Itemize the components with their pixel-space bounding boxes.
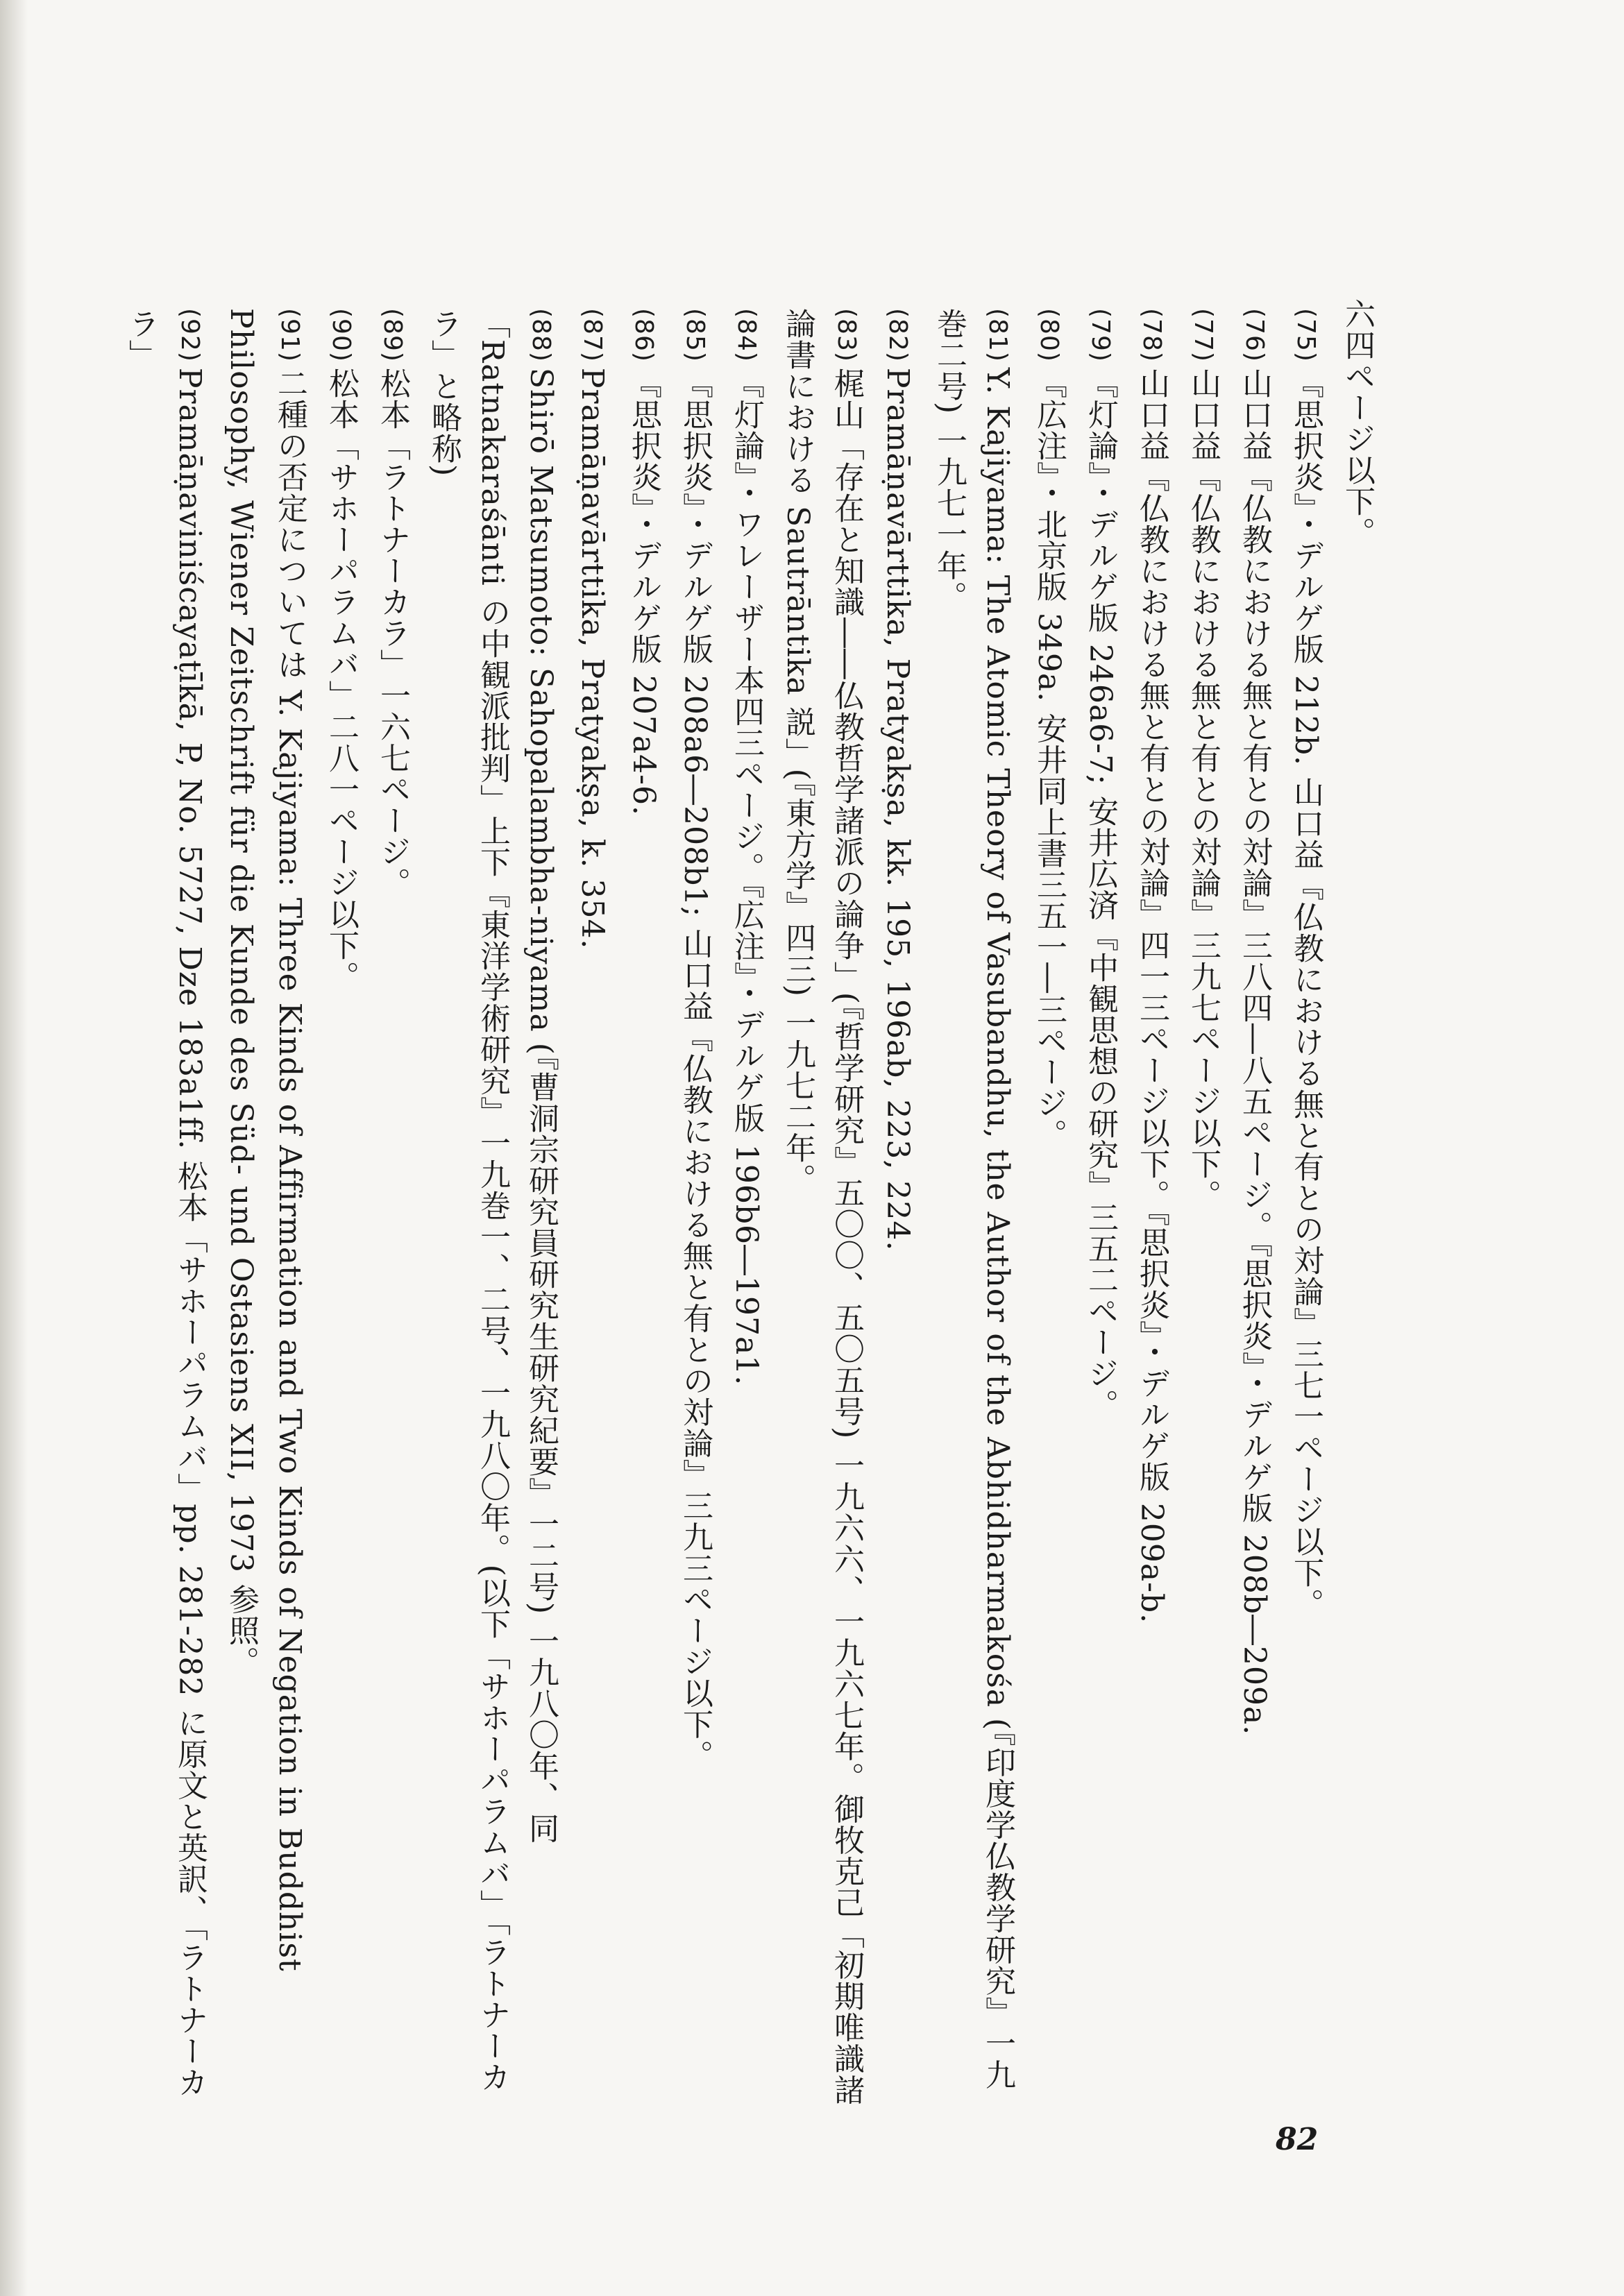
- endnote-number: (80): [1035, 308, 1063, 362]
- endnote-number: (90): [327, 308, 355, 362]
- endnote: [117, 298, 214, 2116]
- endnote: [217, 298, 314, 2116]
- endnote-text: 二種の否定については Y. Kajiyama: Three Kinds of Affirmation and Two Kinds of Negation in Buddhist Philosophy, Wiener Zeitschrift für die Kunde des Süd- und Ostasiens XII, 1973 参照。: [223, 308, 307, 1972]
- endnote-text: 梶山「存在と知識――仏教哲学諸派の論争」(『哲学研究』五〇〇、五〇五号) 一九六六、一九六七年。御牧克己「初期唯識諸論書における Sautrāntika 説」(『東方学』四三) 一九七二年。: [780, 308, 864, 2106]
- page-edge-shadow: [0, 0, 28, 2296]
- endnote-text: Pramāṇavārttika, Pratyakṣa, k. 354.: [575, 367, 610, 950]
- endnote-text: Pramāṇaviniścayaṭīkā, P, No. 5727, Dze 183a1ff. 松本「サホーパラムバ」pp. 281-282 に原文と英訳、「ラトナーカラ」: [124, 308, 208, 2098]
- endnote-number: (89): [378, 308, 407, 362]
- endnote-number: (91): [276, 308, 304, 362]
- endnote-text: 六四ページ以下。: [1339, 298, 1375, 548]
- endnote: [1076, 298, 1124, 2116]
- endnote: [924, 298, 1022, 2116]
- endnote-number: (83): [832, 308, 861, 362]
- endnote-number: (77): [1189, 308, 1217, 362]
- endnote: [873, 298, 922, 2116]
- endnote: [1230, 298, 1278, 2116]
- endnote-number: (81): [983, 308, 1012, 362]
- endnote: [419, 298, 565, 2116]
- endnote: [773, 298, 870, 2116]
- endnotes-column: [124, 298, 1381, 2116]
- page-number: 82: [1276, 2122, 1319, 2157]
- endnote-number: (79): [1086, 308, 1115, 362]
- endnote-text: Pramāṇavārttika, Pratyakṣa, kk. 195, 196ab, 223, 224.: [880, 367, 915, 1252]
- endnote-number: (87): [578, 308, 607, 362]
- endnote-number: (88): [527, 308, 555, 362]
- endnote: [619, 298, 668, 2116]
- endnote: [670, 298, 719, 2116]
- endnote-text: 『灯論』・ワレーザー本四三ページ。『広注』・デルゲ版 196b6―197a1.: [729, 367, 764, 1386]
- endnote-number: (75): [1292, 308, 1320, 362]
- endnote-text: Y. Kajiyama: The Atomic Theory of Vasubandhu, the Author of the Abhidharmakośa (『印度学仏教学研究』一九巻二号) 一九七一年。: [931, 308, 1015, 2091]
- endnote-number: (76): [1240, 308, 1269, 362]
- endnote-number: (86): [629, 308, 658, 362]
- endnote-text: 『広注』・北京版 349a. 安井同上書三五一―三ページ。: [1031, 367, 1067, 1150]
- endnote: [1127, 298, 1176, 2116]
- endnote: [722, 298, 770, 2116]
- endnote-text: 山口益『仏教における無と有との対論』四一三ページ以下。『思択炎』・デルゲ版 209a-b.: [1134, 367, 1169, 1624]
- endnote-number: (85): [681, 308, 709, 362]
- endnote-text: 山口益『仏教における無と有との対論』三九七ページ以下。: [1185, 367, 1221, 1211]
- endnote-number: (84): [732, 308, 761, 362]
- endnote: [1333, 298, 1381, 2116]
- endnote-text: 『思択炎』・デルゲ版 208a6―208b1; 山口益『仏教における無と有との対論』三九三ページ以下。: [677, 367, 713, 1771]
- endnote-text: 『灯論』・デルゲ版 246a6-7; 安井広済『中観思想の研究』三五二ページ。: [1083, 367, 1118, 1420]
- endnote-number: (78): [1137, 308, 1166, 362]
- endnote: [316, 298, 365, 2116]
- endnote-number: (92): [176, 308, 204, 362]
- endnote-text: 松本「ラトナーカラ」一六七ページ。: [375, 367, 410, 899]
- endnote: [368, 298, 416, 2116]
- endnote: [1178, 298, 1227, 2116]
- endnote: [1281, 298, 1330, 2116]
- endnote-text: 松本「サホーパラムバ」二八一ページ以下。: [323, 367, 359, 992]
- endnote-text: Shirō Matsumoto: Sahopalambha-niyama (『曹洞宗研究員研究生研究紀要』一二号) 一九八〇年、同「Ratnakaraśānti の中観派批判」上下『東洋学術研究』一九巻一、二号、一九八〇年。(以下「サホーパラムバ」「ラトナーカラ」と略称): [426, 308, 559, 2093]
- endnote-text: 『思択炎』・デルゲ版 207a4-6.: [626, 367, 661, 816]
- endnote-text: 『思択炎』・デルゲ版 212b. 山口益『仏教における無と有との対論』三七一ページ以下。: [1288, 367, 1323, 1620]
- endnote: [568, 298, 616, 2116]
- endnote: [1024, 298, 1073, 2116]
- endnote-text: 山口益『仏教における無と有との対論』三八四―八五ページ。『思択炎』・デルゲ版 208b―209a.: [1237, 367, 1272, 1736]
- endnote-number: (82): [883, 308, 912, 362]
